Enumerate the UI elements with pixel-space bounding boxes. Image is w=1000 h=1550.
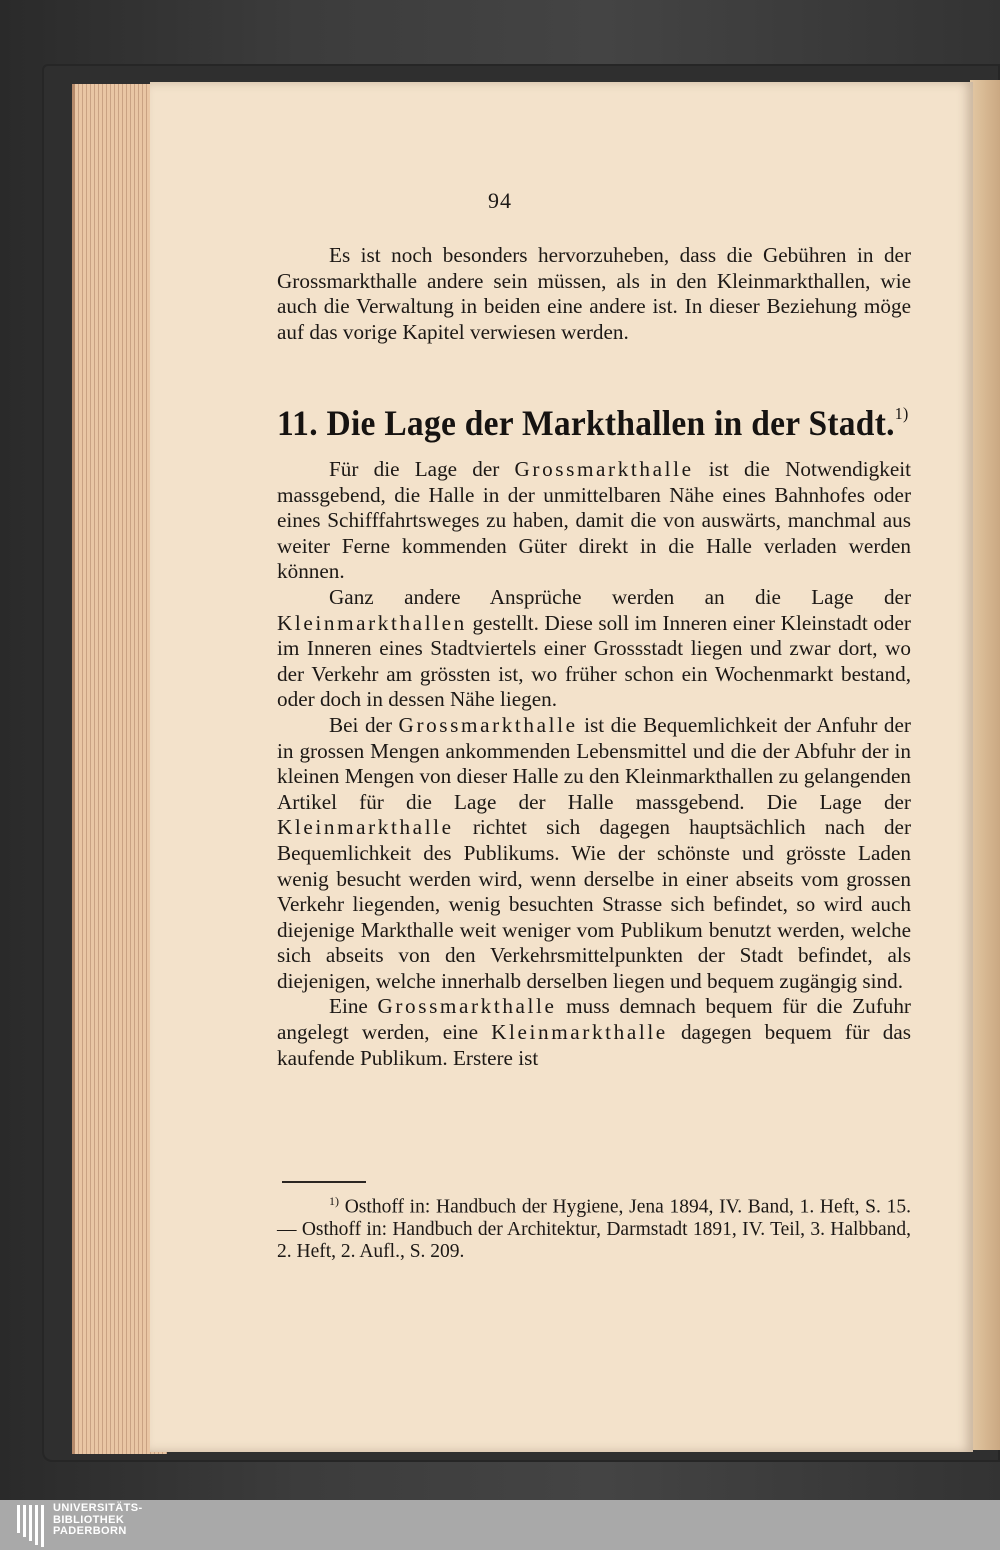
paragraph-1-end: ist die Notwendigkeit massgebend, die Halle in der unmittelbaren Nähe eines Bahnhofes oder eines Schifffahrtsweges zu haben, damit die von auswärts, manchmal aus weiter Ferne kommenden Güter direkt in die Halle verladen werden können. xyxy=(277,457,912,584)
paragraph-1 xyxy=(277,457,911,585)
footnote-paragraph xyxy=(277,1190,911,1263)
paragraph-2 xyxy=(277,585,911,713)
chapter-heading-text: 11. Die Lage der Markthallen in der Stadt. xyxy=(277,403,895,443)
body-text xyxy=(277,457,911,1071)
emphasis-kleinmarkthallen: Kleinmarkthallen xyxy=(277,610,467,635)
footnote-divider xyxy=(282,1181,366,1183)
next-page-edge xyxy=(970,80,1000,1450)
library-footer-bar xyxy=(0,1500,1000,1550)
paragraph-4-middle: muss demnach bequem für die Zufuhr angelegt werden, eine xyxy=(277,994,911,1045)
emphasis-kleinmarkthalle: Kleinmarkthalle xyxy=(277,815,454,840)
logo-line-2: BIBLIOTHEK xyxy=(53,1513,125,1526)
heading-footnote-marker: 1) xyxy=(894,404,909,423)
library-logo-text xyxy=(53,1503,143,1538)
paragraph-4-end: dagegen bequem für das kaufende Publikum. Erstere ist xyxy=(277,1020,911,1070)
intro-paragraph: Es ist noch besonders hervorzuheben, dass die Gebühren in der Grossmarkthalle andere sein müssen, als in den Kleinmarkthallen, wie auch die Verwaltung in beiden eine andere ist. In dieser Beziehung möge auf das vorige Kapitel verwiesen werden. xyxy=(277,243,911,344)
logo-line-3: PADERBORN xyxy=(53,1525,127,1537)
paragraph-2-start: Ganz andere Ansprüche werden an die Lage der xyxy=(329,584,911,609)
paragraph-3-start: Bei der xyxy=(329,712,399,737)
footnote xyxy=(277,1190,911,1263)
paragraph-3-middle: ist die Bequemlichkeit der Anfuhr der in grossen Mengen ankommenden Lebensmittel und die der Abfuhr der in kleinen Mengen von dieser Halle zu den Kleinmarkthallen zu gelangenden Artikel für die Lage der Halle massgebend. Die Lage der xyxy=(277,712,911,814)
chapter-heading xyxy=(277,402,909,444)
paragraph-3 xyxy=(277,713,911,995)
footnote-text: Osthoff in: Handbuch der Hygiene, Jena 1894, IV. Band, 1. Heft, S. 15. — Osthoff in: Handbuch der Architektur, Darmstadt 1891, IV. Teil, 3. Halbband, 2. Heft, 2. Aufl., S. 209. xyxy=(277,1196,911,1262)
paragraph-4-start: Eine xyxy=(329,994,378,1019)
paragraph-2-end: gestellt. Diese soll im Inneren einer Kleinstadt oder im Inneren eines Stadtviertels einer Grossstadt liegen und zwar dort, wo der Verkehr am grössten ist, wo früher schon ein Wochenmarkt bestand, oder doch in dessen Nähe liegen. xyxy=(277,610,911,712)
footnote-marker: 1) xyxy=(329,1194,339,1208)
page-number: 94 xyxy=(488,188,512,213)
intro-paragraph-block xyxy=(277,243,911,345)
paragraph-1-start: Für die Lage der xyxy=(329,457,515,481)
emphasis-kleinmarkthalle: Kleinmarkthalle xyxy=(491,1020,668,1045)
emphasis-grossmarkthalle: Grossmarkthalle xyxy=(377,994,557,1019)
paragraph-4 xyxy=(277,994,911,1071)
paragraph-3-end: richtet sich dagegen hauptsächlich nach der Bequemlichkeit des Publikums. Wie der schönste und grösste Laden wenig besucht werden wird, wenn derselbe in einer abseits vom grossen Verkehr liegenden, wenig besuchten Strasse sich befindet, so wird auch diejenige Markthalle weit weniger vom Publikum benutzt werden, welche sich abseits von den Verkehrsmittelpunkten der Stadt befindet, als diejenigen, welche innerhalb derselben liegen und bequem zugängig sind. xyxy=(277,815,911,993)
logo-line-1: UNIVERSITÄTS- xyxy=(53,1502,143,1514)
emphasis-grossmarkthalle: Grossmarkthalle xyxy=(398,712,578,737)
library-logo-icon xyxy=(15,1503,49,1547)
emphasis-grossmarkthalle: Grossmarkthalle xyxy=(514,457,694,481)
